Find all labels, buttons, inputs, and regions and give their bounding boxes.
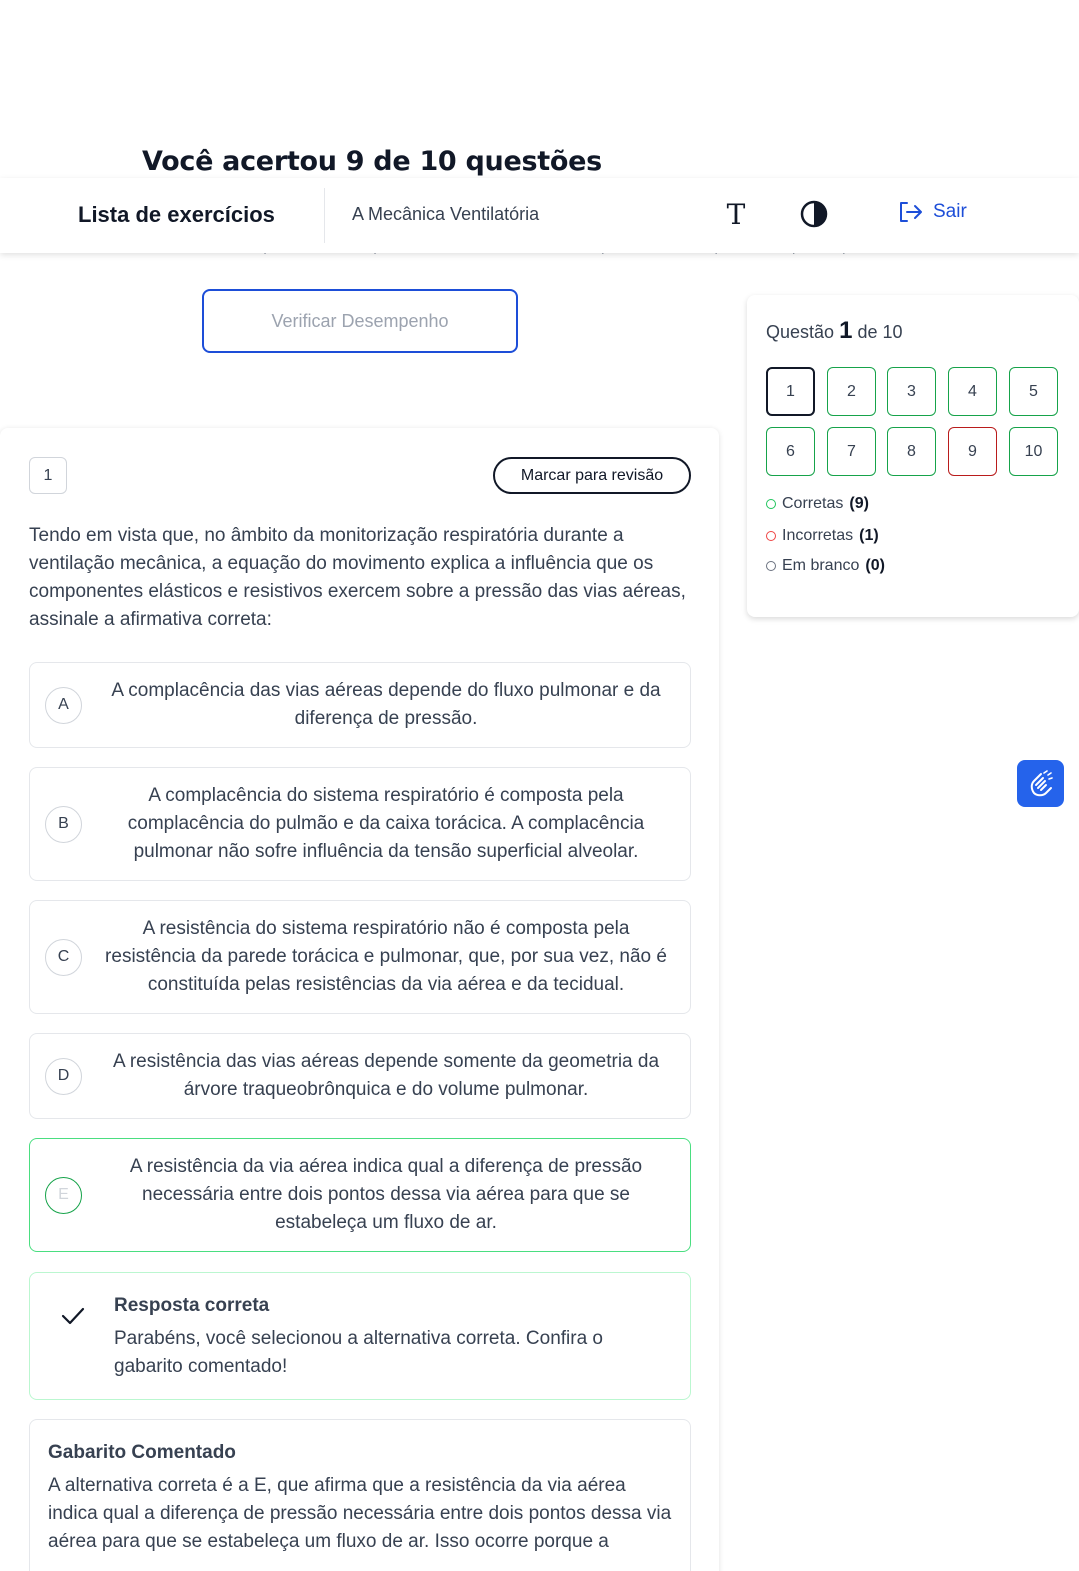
legend-dot-icon [766,531,776,541]
header-divider [324,188,325,243]
logout-label: Sair [933,201,967,222]
option-letter: A [45,687,82,724]
feedback-box [29,1272,691,1400]
nav-question-2[interactable]: 2 [827,367,876,416]
legend-incorrect [766,527,879,545]
option-b[interactable] [29,767,691,881]
legend-correct [766,495,869,513]
legend-label: Em branco [782,557,860,574]
contrast-icon[interactable] [798,198,830,230]
navigator-current: 1 [839,317,853,344]
nav-question-10[interactable]: 10 [1009,427,1058,476]
nav-question-8[interactable]: 8 [887,427,936,476]
option-c[interactable] [29,900,691,1014]
option-letter: E [45,1177,82,1214]
nav-question-5[interactable]: 5 [1009,367,1058,416]
legend-count: (1) [859,527,879,544]
option-e[interactable] [29,1138,691,1252]
feedback-body: Parabéns, você selecionou a alternativa correta. Confira o gabarito comentado! [114,1328,603,1377]
commented-answer [29,1419,691,1571]
legend-blank [766,557,885,575]
brand-title: Lista de exercícios [78,202,275,227]
navigator-prefix: Questão [766,322,835,342]
mark-review-button[interactable]: Marcar para revisão [493,457,691,494]
legend-dot-icon [766,499,776,509]
nav-question-6[interactable]: 6 [766,427,815,476]
commented-answer-title: Gabarito Comentado [48,1442,236,1463]
legend-dot-icon [766,561,776,571]
logout-button[interactable] [897,200,967,224]
verify-performance-button[interactable]: Verificar Desempenho [202,289,518,353]
option-a[interactable] [29,662,691,748]
legend-count: (0) [865,557,885,574]
option-text: A complacência do sistema respiratório é composta pela complacência do pulmão e da caixa torácica. A complacência pulmonar não sofre influência da tensão superficial alveolar. [127,785,645,862]
feedback-title: Resposta correta [114,1295,270,1316]
option-text: A resistência da via aérea indica qual a diferença de pressão necessária entre dois pontos dessa via aérea para que se estabeleça um fluxo de ar. [129,1156,643,1233]
question-card [0,428,719,1571]
option-text: A resistência das vias aéreas depende somente da geometria da árvore traqueobrônquica e do volume pulmonar. [112,1051,660,1100]
course-title: A Mecânica Ventilatória [352,204,540,224]
commented-answer-body: A alternativa correta é a E, que afirma que a resistência da via aérea indica qual a diferença de pressão necessária entre dois pontos dessa via aérea para que se estabeleça um fluxo de ar. Isso ocorre porque a [48,1475,672,1552]
check-icon [60,1303,86,1329]
question-number: 1 [29,457,67,494]
logout-icon [897,200,923,224]
option-text: A complacência das vias aéreas depende do fluxo pulmonar e da diferença de pressão. [111,680,661,729]
nav-question-4[interactable]: 4 [948,367,997,416]
sign-language-button[interactable] [1017,760,1064,807]
nav-question-9[interactable]: 9 [948,427,997,476]
option-letter: B [45,806,82,843]
legend-label: Corretas [782,495,844,512]
option-d[interactable] [29,1033,691,1119]
nav-question-1[interactable]: 1 [766,367,815,416]
header-bar [0,178,1079,253]
navigator-title [766,317,902,345]
nav-question-3[interactable]: 3 [887,367,936,416]
legend-count: (9) [849,495,869,512]
legend-label: Incorretas [782,527,854,544]
font-size-icon[interactable]: T [726,197,746,231]
sign-language-icon [1026,769,1056,799]
option-letter: C [45,939,82,976]
question-navigator [747,295,1079,617]
option-letter: D [45,1058,82,1095]
option-text: A resistência do sistema respiratório não é composta pela resistência da parede torácica e pulmonar, que, por sua vez, não é constituída pelas resistências da via aérea e da tecidual. [105,918,667,995]
nav-question-7[interactable]: 7 [827,427,876,476]
score-title: Você acertou 9 de 10 questões [142,146,602,177]
navigator-suffix: de 10 [857,322,903,342]
question-text: Tendo em vista que, no âmbito da monitorização respiratória durante a ventilação mecânica, a equação do movimento explica a influência que os componentes elásticos e resistivos exercem sobre a pressão das vias aéreas, assinale a afirmativa correta: [29,525,686,630]
